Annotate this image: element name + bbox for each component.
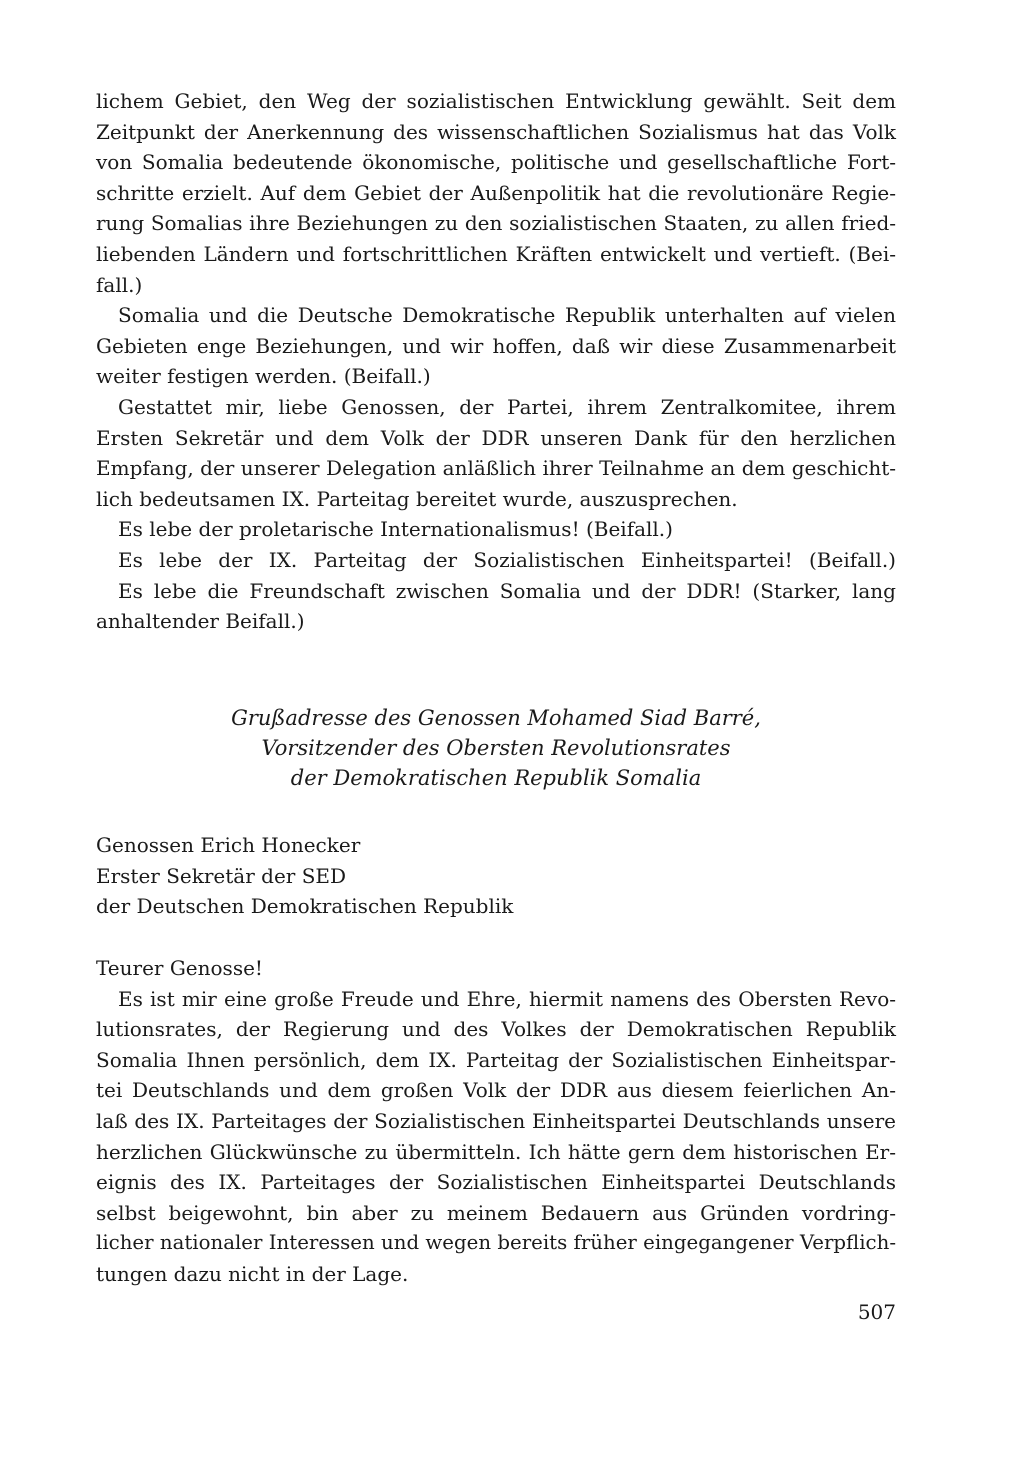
text-line: tungen dazu nicht in der Lage. bbox=[96, 1261, 409, 1286]
text-line: Es lebe die Freundschaft zwischen Somalia und der DDR! (Starker, lang bbox=[118, 578, 896, 603]
text-line: lutionsrates, der Regierung und des Volkes der Demokratischen Republik bbox=[96, 1017, 896, 1042]
text-line: Gestattet mir, liebe Genossen, der Partei, ihrem Zentralkomitee, ihrem bbox=[118, 394, 896, 419]
salutation: Teurer Genosse! bbox=[96, 956, 263, 980]
address-line: der Deutschen Demokratischen Republik bbox=[96, 894, 514, 919]
text-line: liebenden Ländern und fortschrittlichen Kräften entwickelt und vertieft. (Bei- bbox=[96, 241, 896, 266]
text-line: Es lebe der IX. Parteitag der Sozialistischen Einheitspartei! (Beifall.) bbox=[118, 547, 896, 572]
text-line: laß des IX. Parteitages der Sozialistischen Einheitspartei Deutschlands unsere bbox=[96, 1108, 896, 1133]
text-line: anhaltender Beifall.) bbox=[96, 609, 305, 634]
text-line: tei Deutschlands und dem großen Volk der DDR aus diesem feierlichen An- bbox=[96, 1078, 896, 1103]
text-line: Empfang, der unserer Delegation anläßlich ihrer Teilnahme an dem geschicht- bbox=[96, 456, 896, 481]
speech-text-block bbox=[96, 86, 896, 637]
text-line: lichem Gebiet, den Weg der sozialistischen Entwicklung gewählt. Seit dem bbox=[96, 89, 896, 113]
text-line: herzlichen Glückwünsche zu übermitteln. Ich hätte gern dem historischen Er- bbox=[96, 1139, 896, 1164]
address-line: Erster Sekretär der SED bbox=[96, 863, 347, 888]
heading-line: der Demokratischen Republik Somalia bbox=[290, 766, 702, 790]
text-line: Ersten Sekretär und dem Volk der DDR unseren Dank für den herzlichen bbox=[96, 425, 896, 450]
heading-line: Vorsitzender des Obersten Revolutionsrates bbox=[261, 736, 731, 760]
letter-body bbox=[96, 953, 896, 1290]
heading-line: Grußadresse des Genossen Mohamed Siad Barré, bbox=[231, 706, 761, 730]
text-line: Gebieten enge Beziehungen, und wir hoffen, daß wir diese Zusammenarbeit bbox=[96, 333, 896, 358]
text-line: Zeitpunkt der Anerkennung des wissenschaftlichen Sozialismus hat das Volk bbox=[96, 119, 896, 144]
text-line: rung Somalias ihre Beziehungen zu den sozialistischen Staaten, zu allen fried- bbox=[96, 211, 896, 236]
text-line: weiter festigen werden. (Beifall.) bbox=[96, 364, 431, 389]
text-line: selbst beigewohnt, bin aber zu meinem Bedauern aus Gründen vordring- bbox=[96, 1200, 896, 1225]
page-number: 507 bbox=[857, 1300, 896, 1324]
text-line: Es ist mir eine große Freude und Ehre, hiermit namens des Obersten Revo- bbox=[118, 986, 896, 1011]
text-line: von Somalia bedeutende ökonomische, politische und gesellschaftliche Fort- bbox=[96, 150, 896, 175]
text-line: schritte erzielt. Auf dem Gebiet der Außenpolitik hat die revolutionäre Regie- bbox=[96, 180, 896, 205]
text-line: Es lebe der proletarische Internationalismus! (Beifall.) bbox=[118, 517, 673, 542]
address-line: Genossen Erich Honecker bbox=[96, 833, 361, 857]
text-line: eignis des IX. Parteitages der Sozialistischen Einheitspartei Deutschlands bbox=[96, 1170, 896, 1195]
text-line: Somalia Ihnen persönlich, dem IX. Parteitag der Sozialistischen Einheitspar- bbox=[96, 1047, 896, 1072]
text-line: licher nationaler Interessen und wegen bereits früher eingegangener Verpflich- bbox=[96, 1231, 896, 1255]
text-line: fall.) bbox=[96, 272, 143, 297]
text-line: Somalia und die Deutsche Demokratische Republik unterhalten auf vielen bbox=[118, 303, 896, 328]
section-heading bbox=[96, 703, 896, 793]
recipient-address bbox=[96, 830, 896, 922]
text-line: lich bedeutsamen IX. Parteitag bereitet wurde, auszusprechen. bbox=[96, 486, 738, 511]
